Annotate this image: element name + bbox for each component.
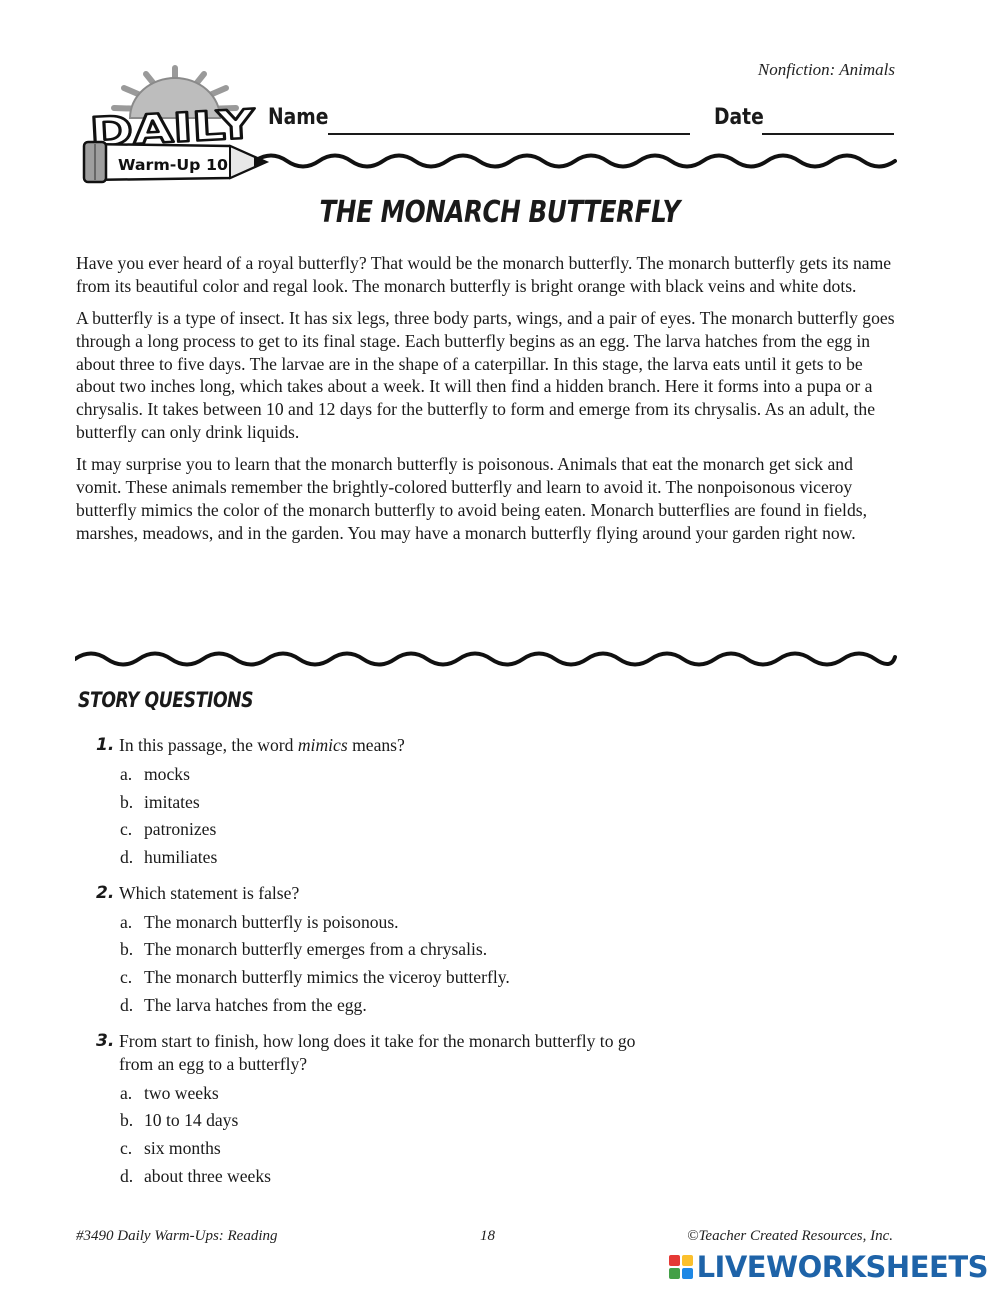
page-title-text: THE MONARCH BUTTERFLY: [319, 195, 681, 230]
answer-option[interactable]: b. The monarch butterfly emerges from a chrysalis.: [120, 939, 488, 960]
logo-subtitle: Warm-Up 10: [118, 156, 228, 174]
questions-heading: [78, 688, 292, 712]
question-2: [96, 882, 796, 1020]
answer-option[interactable]: a. The monarch butterfly is poisonous.: [120, 911, 399, 932]
answer-option[interactable]: c. The monarch butterfly mimics the viceroy butterfly.: [120, 967, 510, 988]
footer-page-number: 18: [480, 1228, 495, 1244]
question-1: [96, 734, 796, 872]
logo-square: [682, 1255, 693, 1266]
questions-list: [96, 734, 796, 1200]
question-text: In this passage, the word mimics means?: [119, 735, 405, 755]
passage-paragraph: Have you ever heard of a royal butterfly? That would be the monarch butterfly. The monarch butterfly gets its name from its beautiful color and regal look. The monarch butterfly is bright orange with black veins and white dots.: [76, 253, 892, 296]
footer-book-title: #3490 Daily Warm-Ups: Reading: [76, 1228, 278, 1244]
answer-option[interactable]: b. 10 to 14 days: [120, 1110, 239, 1131]
daily-warmup-logo: [80, 62, 270, 187]
question-text: From start to finish, how long does it take for the monarch butterfly to go from an egg to a butterfly?: [119, 1030, 636, 1074]
answer-option[interactable]: c. patronizes: [120, 819, 217, 840]
question-number: 3.: [96, 1030, 115, 1051]
liveworksheets-watermark[interactable]: [669, 1250, 988, 1284]
answer-option[interactable]: d. humiliates: [120, 847, 218, 868]
name-label: Name: [268, 105, 329, 130]
page-title: [0, 195, 1000, 230]
footer-copyright: ©Teacher Created Resources, Inc.: [687, 1228, 893, 1244]
answer-option[interactable]: b. imitates: [120, 791, 200, 812]
liveworksheets-wordmark: LIVEWORKSHEETS: [696, 1250, 988, 1284]
passage-paragraph: A butterfly is a type of insect. It has six legs, three body parts, wings, and a pair of eyes. The monarch butterfly goes through a long process to get to its final stage. Each butterfly begins as an egg. The larva hatches from the egg in about three to five days. The larvae are in the shape of a caterpillar. In this stage, the larva eats until it gets to be about two inches long, which takes about a week. It will then find a hidden branch. Here it forms into a pupa or a chrysalis. It takes between 10 and 12 days for the butterfly to form and emerge from its chrysalis. As an adult, the butterfly can only drink liquids.: [76, 308, 895, 443]
passage-paragraph: It may surprise you to learn that the monarch butterfly is poisonous. Animals that eat the monarch get sick and vomit. These animals remember the brightly-colored butterfly and learn to avoid it. The nonpoisonous viceroy butterfly mimics the color of the monarch butterfly to avoid being eaten. Monarch butterflies are found in fields, marshes, meadows, and in the garden. You may have a monarch butterfly flying around your garden right now.: [76, 454, 867, 543]
top-wave-divider: [255, 150, 897, 172]
answer-option[interactable]: d. The larva hatches from the egg.: [120, 994, 367, 1015]
date-field[interactable]: [762, 133, 894, 135]
answer-option[interactable]: d. about three weeks: [120, 1165, 272, 1186]
answer-option[interactable]: a. two weeks: [120, 1082, 219, 1103]
answer-option[interactable]: a. mocks: [120, 764, 190, 784]
logo-square: [669, 1255, 680, 1266]
question-number: 2.: [96, 882, 115, 903]
reading-passage: [76, 252, 901, 554]
logo-square: [682, 1268, 693, 1279]
date-label: Date: [714, 105, 764, 130]
middle-wave-divider: [75, 648, 897, 670]
emphasized-word: mimics: [297, 735, 348, 755]
answer-option[interactable]: c. six months: [120, 1137, 221, 1158]
category-label: Nonfiction: Animals: [757, 60, 895, 79]
liveworksheets-logo-icon: [669, 1255, 693, 1279]
logo-square: [669, 1268, 680, 1279]
question-text: Which statement is false?: [119, 882, 300, 903]
question-3: [96, 1030, 796, 1191]
name-field[interactable]: [328, 133, 690, 135]
question-number: 1.: [96, 735, 115, 755]
questions-heading-text: STORY QUESTIONS: [78, 688, 254, 712]
logo-word: DAILY: [88, 103, 219, 157]
